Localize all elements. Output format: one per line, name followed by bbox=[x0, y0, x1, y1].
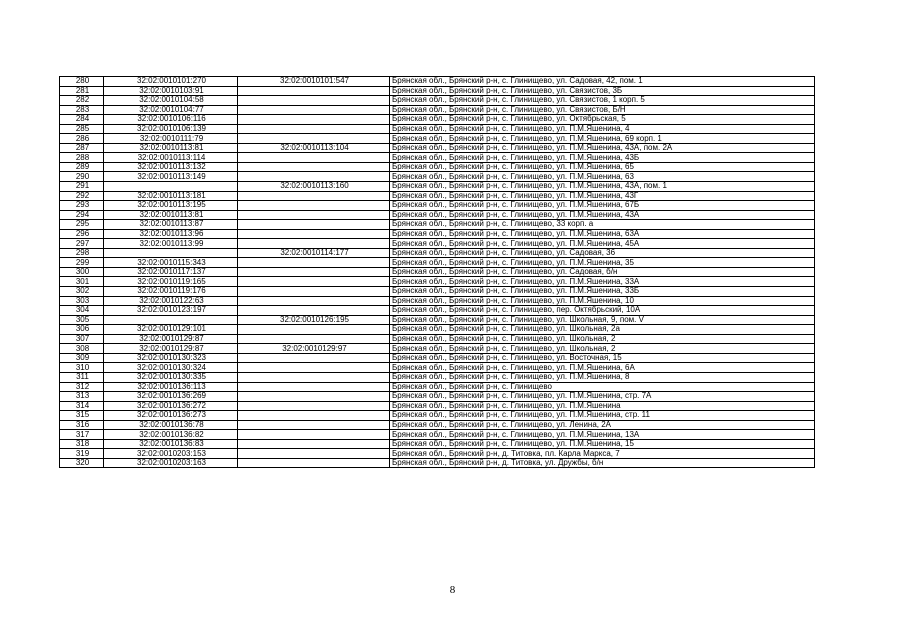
address-cell: Брянская обл., Брянский р-н, с. Глинищево, ул. П.М.Яшенина, 15 bbox=[390, 439, 815, 449]
address-cell: Брянская обл., Брянский р-н, с. Глинищево, ул. П.М.Яшенина, 43А, пом. 1 bbox=[390, 182, 815, 192]
row-number-cell: 286 bbox=[60, 134, 104, 144]
cadastral-number-cell: 32:02:0010113:195 bbox=[104, 201, 238, 211]
parent-cadastral-number-cell bbox=[238, 86, 390, 96]
cadastral-number-cell: 32:02:0010104:58 bbox=[104, 96, 238, 106]
row-number-cell: 290 bbox=[60, 172, 104, 182]
table-row bbox=[60, 248, 815, 258]
table-row bbox=[60, 449, 815, 459]
row-number-cell: 284 bbox=[60, 115, 104, 125]
cadastral-number-cell bbox=[104, 315, 238, 325]
parent-cadastral-number-cell bbox=[238, 334, 390, 344]
parent-cadastral-number-cell bbox=[238, 382, 390, 392]
address-cell: Брянская обл., Брянский р-н, с. Глинищево, ул. П.М.Яшенина, 43А bbox=[390, 210, 815, 220]
cadastral-number-cell: 32:02:0010119:176 bbox=[104, 287, 238, 297]
cadastral-number-cell bbox=[104, 248, 238, 258]
parent-cadastral-number-cell: 32:02:0010113:160 bbox=[238, 182, 390, 192]
address-cell: Брянская обл., Брянский р-н, с. Глинищево, ул. П.М.Яшенина, 13А bbox=[390, 430, 815, 440]
row-number-cell: 281 bbox=[60, 86, 104, 96]
parent-cadastral-number-cell bbox=[238, 172, 390, 182]
table-row bbox=[60, 306, 815, 316]
cadastral-number-cell: 32:02:0010111:79 bbox=[104, 134, 238, 144]
row-number-cell: 283 bbox=[60, 105, 104, 115]
table-row bbox=[60, 277, 815, 287]
cadastral-number-cell: 32:02:0010113:96 bbox=[104, 229, 238, 239]
address-cell: Брянская обл., Брянский р-н, с. Глинищево, ул. Школьная, 2 bbox=[390, 344, 815, 354]
address-cell: Брянская обл., Брянский р-н, с. Глинищево, ул. П.М.Яшенина, 63А bbox=[390, 229, 815, 239]
address-cell: Брянская обл., Брянский р-н, с. Глинищево, ул. П.М.Яшенина, 8 bbox=[390, 372, 815, 382]
cadastral-number-cell: 32:02:0010130:323 bbox=[104, 353, 238, 363]
table-row bbox=[60, 182, 815, 192]
row-number-cell: 318 bbox=[60, 439, 104, 449]
address-cell: Брянская обл., Брянский р-н, с. Глинищево, 33 корп. а bbox=[390, 220, 815, 230]
cadastral-number-cell: 32:02:0010130:335 bbox=[104, 372, 238, 382]
parent-cadastral-number-cell: 32:02:0010101:547 bbox=[238, 77, 390, 87]
address-cell: Брянская обл., Брянский р-н, с. Глинищево, ул. П.М.Яшенина, 33Б bbox=[390, 287, 815, 297]
table-row bbox=[60, 353, 815, 363]
row-number-cell: 316 bbox=[60, 420, 104, 430]
row-number-cell: 300 bbox=[60, 267, 104, 277]
row-number-cell: 302 bbox=[60, 287, 104, 297]
row-number-cell: 306 bbox=[60, 325, 104, 335]
table-row bbox=[60, 334, 815, 344]
table-row bbox=[60, 420, 815, 430]
parent-cadastral-number-cell bbox=[238, 420, 390, 430]
row-number-cell: 292 bbox=[60, 191, 104, 201]
cadastral-number-cell: 32:02:0010203:163 bbox=[104, 458, 238, 468]
address-cell: Брянская обл., Брянский р-н, с. Глинищево, ул. Садовая, 36 bbox=[390, 248, 815, 258]
parent-cadastral-number-cell bbox=[238, 392, 390, 402]
table-row bbox=[60, 315, 815, 325]
row-number-cell: 310 bbox=[60, 363, 104, 373]
parent-cadastral-number-cell bbox=[238, 306, 390, 316]
address-cell: Брянская обл., Брянский р-н, с. Глинищево, ул. П.М.Яшенина, стр. 7А bbox=[390, 392, 815, 402]
table-row bbox=[60, 115, 815, 125]
parent-cadastral-number-cell: 32:02:0010126:195 bbox=[238, 315, 390, 325]
cadastral-number-cell: 32:02:0010113:99 bbox=[104, 239, 238, 249]
row-number-cell: 317 bbox=[60, 430, 104, 440]
address-cell: Брянская обл., Брянский р-н, с. Глинищево, ул. Школьная, 2 bbox=[390, 334, 815, 344]
parent-cadastral-number-cell bbox=[238, 267, 390, 277]
parent-cadastral-number-cell bbox=[238, 458, 390, 468]
table-row bbox=[60, 153, 815, 163]
cadastral-number-cell: 32:02:0010136:83 bbox=[104, 439, 238, 449]
row-number-cell: 291 bbox=[60, 182, 104, 192]
cadastral-number-cell: 32:02:0010113:81 bbox=[104, 143, 238, 153]
address-cell: Брянская обл., Брянский р-н, с. Глинищево, ул. Садовая, 42, пом. 1 bbox=[390, 77, 815, 87]
cadastral-number-cell: 32:02:0010136:272 bbox=[104, 401, 238, 411]
cadastral-table bbox=[59, 76, 815, 468]
parent-cadastral-number-cell bbox=[238, 430, 390, 440]
table-row bbox=[60, 258, 815, 268]
row-number-cell: 319 bbox=[60, 449, 104, 459]
address-cell: Брянская обл., Брянский р-н, с. Глинищево, ул. П.М.Яшенина, стр. 11 bbox=[390, 411, 815, 421]
row-number-cell: 304 bbox=[60, 306, 104, 316]
cadastral-number-cell: 32:02:0010104:77 bbox=[104, 105, 238, 115]
parent-cadastral-number-cell bbox=[238, 96, 390, 106]
row-number-cell: 294 bbox=[60, 210, 104, 220]
cadastral-number-cell: 32:02:0010129:87 bbox=[104, 344, 238, 354]
address-cell: Брянская обл., Брянский р-н, с. Глинищево, ул. П.М.Яшенина, 6А bbox=[390, 363, 815, 373]
row-number-cell: 287 bbox=[60, 143, 104, 153]
table-row bbox=[60, 325, 815, 335]
cadastral-number-cell: 32:02:0010113:149 bbox=[104, 172, 238, 182]
cadastral-table-body bbox=[60, 77, 815, 468]
row-number-cell: 308 bbox=[60, 344, 104, 354]
parent-cadastral-number-cell: 32:02:0010114:177 bbox=[238, 248, 390, 258]
parent-cadastral-number-cell bbox=[238, 210, 390, 220]
table-row bbox=[60, 430, 815, 440]
address-cell: Брянская обл., Брянский р-н, с. Глинищево, ул. Ленина, 2А bbox=[390, 420, 815, 430]
cadastral-number-cell: 32:02:0010115:343 bbox=[104, 258, 238, 268]
cadastral-number-cell: 32:02:0010113:81 bbox=[104, 210, 238, 220]
row-number-cell: 307 bbox=[60, 334, 104, 344]
row-number-cell: 297 bbox=[60, 239, 104, 249]
row-number-cell: 309 bbox=[60, 353, 104, 363]
address-cell: Брянская обл., Брянский р-н, с. Глинищево, ул. П.М.Яшенина, 63 bbox=[390, 172, 815, 182]
page-number: 8 bbox=[449, 584, 456, 596]
parent-cadastral-number-cell bbox=[238, 115, 390, 125]
table-row bbox=[60, 392, 815, 402]
parent-cadastral-number-cell bbox=[238, 363, 390, 373]
cadastral-number-cell: 32:02:0010130:324 bbox=[104, 363, 238, 373]
address-cell: Брянская обл., Брянский р-н, с. Глинищево, ул. Связистов, Б/Н bbox=[390, 105, 815, 115]
parent-cadastral-number-cell bbox=[238, 162, 390, 172]
cadastral-number-cell: 32:02:0010136:269 bbox=[104, 392, 238, 402]
row-number-cell: 282 bbox=[60, 96, 104, 106]
parent-cadastral-number-cell bbox=[238, 105, 390, 115]
table-row bbox=[60, 210, 815, 220]
table-row bbox=[60, 77, 815, 87]
parent-cadastral-number-cell bbox=[238, 277, 390, 287]
cadastral-number-cell: 32:02:0010101:270 bbox=[104, 77, 238, 87]
parent-cadastral-number-cell bbox=[238, 124, 390, 134]
table-row bbox=[60, 372, 815, 382]
table-row bbox=[60, 229, 815, 239]
row-number-cell: 303 bbox=[60, 296, 104, 306]
table-row bbox=[60, 382, 815, 392]
parent-cadastral-number-cell bbox=[238, 258, 390, 268]
row-number-cell: 295 bbox=[60, 220, 104, 230]
row-number-cell: 314 bbox=[60, 401, 104, 411]
row-number-cell: 293 bbox=[60, 201, 104, 211]
table-row bbox=[60, 296, 815, 306]
parent-cadastral-number-cell bbox=[238, 353, 390, 363]
cadastral-number-cell: 32:02:0010136:78 bbox=[104, 420, 238, 430]
cadastral-number-cell: 32:02:0010129:87 bbox=[104, 334, 238, 344]
address-cell: Брянская обл., Брянский р-н, с. Глинищево, ул. П.М.Яшенина, 65 bbox=[390, 162, 815, 172]
row-number-cell: 288 bbox=[60, 153, 104, 163]
parent-cadastral-number-cell: 32:02:0010113:104 bbox=[238, 143, 390, 153]
table-row bbox=[60, 124, 815, 134]
address-cell: Брянская обл., Брянский р-н, с. Глинищево bbox=[390, 382, 815, 392]
row-number-cell: 280 bbox=[60, 77, 104, 87]
address-cell: Брянская обл., Брянский р-н, с. Глинищево, ул. Восточная, 15 bbox=[390, 353, 815, 363]
cadastral-number-cell: 32:02:0010203:153 bbox=[104, 449, 238, 459]
parent-cadastral-number-cell bbox=[238, 134, 390, 144]
table-row bbox=[60, 105, 815, 115]
parent-cadastral-number-cell bbox=[238, 153, 390, 163]
parent-cadastral-number-cell bbox=[238, 411, 390, 421]
parent-cadastral-number-cell bbox=[238, 239, 390, 249]
cadastral-number-cell: 32:02:0010113:114 bbox=[104, 153, 238, 163]
address-cell: Брянская обл., Брянский р-н, с. Глинищево, ул. Связистов, 3Б bbox=[390, 86, 815, 96]
table-row bbox=[60, 411, 815, 421]
cadastral-number-cell bbox=[104, 182, 238, 192]
table-row bbox=[60, 401, 815, 411]
row-number-cell: 296 bbox=[60, 229, 104, 239]
parent-cadastral-number-cell bbox=[238, 439, 390, 449]
address-cell: Брянская обл., Брянский р-н, с. Глинищево, ул. П.М.Яшенина, 35 bbox=[390, 258, 815, 268]
cadastral-number-cell: 32:02:0010113:87 bbox=[104, 220, 238, 230]
address-cell: Брянская обл., Брянский р-н, с. Глинищево, ул. П.М.Яшенина bbox=[390, 401, 815, 411]
parent-cadastral-number-cell: 32:02:0010129:97 bbox=[238, 344, 390, 354]
table-row bbox=[60, 439, 815, 449]
address-cell: Брянская обл., Брянский р-н, с. Глинищево, ул. Связистов, 1 корп. 5 bbox=[390, 96, 815, 106]
cadastral-number-cell: 32:02:0010106:139 bbox=[104, 124, 238, 134]
address-cell: Брянская обл., Брянский р-н, с. Глинищево, ул. П.М.Яшенина, 43Б bbox=[390, 153, 815, 163]
row-number-cell: 299 bbox=[60, 258, 104, 268]
cadastral-number-cell: 32:02:0010122:63 bbox=[104, 296, 238, 306]
table-row bbox=[60, 86, 815, 96]
table-row bbox=[60, 191, 815, 201]
table-row bbox=[60, 143, 815, 153]
cadastral-number-cell: 32:02:0010136:273 bbox=[104, 411, 238, 421]
address-cell: Брянская обл., Брянский р-н, с. Глинищево, ул. П.М.Яшенина, 69 корп. 1 bbox=[390, 134, 815, 144]
parent-cadastral-number-cell bbox=[238, 229, 390, 239]
address-cell: Брянская обл., Брянский р-н, с. Глинищево, ул. Октябрьская, 5 bbox=[390, 115, 815, 125]
address-cell: Брянская обл., Брянский р-н, с. Глинищево, ул. П.М.Яшенина, 43А, пом. 2А bbox=[390, 143, 815, 153]
address-cell: Брянская обл., Брянский р-н, с. Глинищево, ул. П.М.Яшенина, 10 bbox=[390, 296, 815, 306]
row-number-cell: 298 bbox=[60, 248, 104, 258]
table-row bbox=[60, 458, 815, 468]
cadastral-number-cell: 32:02:0010113:181 bbox=[104, 191, 238, 201]
cadastral-number-cell: 32:02:0010117:137 bbox=[104, 267, 238, 277]
table-row bbox=[60, 201, 815, 211]
table-row bbox=[60, 363, 815, 373]
cadastral-number-cell: 32:02:0010123:197 bbox=[104, 306, 238, 316]
address-cell: Брянская обл., Брянский р-н, с. Глинищево, ул. П.М.Яшенина, 33А bbox=[390, 277, 815, 287]
address-cell: Брянская обл., Брянский р-н, с. Глинищево, пер. Октябрьский, 10А bbox=[390, 306, 815, 316]
row-number-cell: 312 bbox=[60, 382, 104, 392]
parent-cadastral-number-cell bbox=[238, 191, 390, 201]
table-row bbox=[60, 287, 815, 297]
parent-cadastral-number-cell bbox=[238, 401, 390, 411]
row-number-cell: 289 bbox=[60, 162, 104, 172]
row-number-cell: 301 bbox=[60, 277, 104, 287]
cadastral-number-cell: 32:02:0010103:91 bbox=[104, 86, 238, 96]
parent-cadastral-number-cell bbox=[238, 220, 390, 230]
address-cell: Брянская обл., Брянский р-н, с. Глинищево, ул. П.М.Яшенина, 43Г bbox=[390, 191, 815, 201]
table-row bbox=[60, 344, 815, 354]
address-cell: Брянская обл., Брянский р-н, с. Глинищево, ул. Садовая, б/н bbox=[390, 267, 815, 277]
address-cell: Брянская обл., Брянский р-н, с. Глинищево, ул. Школьная, 9, пом. V bbox=[390, 315, 815, 325]
row-number-cell: 305 bbox=[60, 315, 104, 325]
parent-cadastral-number-cell bbox=[238, 372, 390, 382]
address-cell: Брянская обл., Брянский р-н, с. Глинищево, ул. П.М.Яшенина, 67Б bbox=[390, 201, 815, 211]
cadastral-number-cell: 32:02:0010129:101 bbox=[104, 325, 238, 335]
cadastral-number-cell: 32:02:0010113:132 bbox=[104, 162, 238, 172]
parent-cadastral-number-cell bbox=[238, 287, 390, 297]
address-cell: Брянская обл., Брянский р-н, с. Глинищево, ул. П.М.Яшенина, 45А bbox=[390, 239, 815, 249]
cadastral-number-cell: 32:02:0010119:165 bbox=[104, 277, 238, 287]
table-row bbox=[60, 172, 815, 182]
table-row bbox=[60, 220, 815, 230]
table-row bbox=[60, 239, 815, 249]
row-number-cell: 320 bbox=[60, 458, 104, 468]
parent-cadastral-number-cell bbox=[238, 449, 390, 459]
parent-cadastral-number-cell bbox=[238, 201, 390, 211]
cadastral-number-cell: 32:02:0010136:113 bbox=[104, 382, 238, 392]
parent-cadastral-number-cell bbox=[238, 296, 390, 306]
row-number-cell: 313 bbox=[60, 392, 104, 402]
parent-cadastral-number-cell bbox=[238, 325, 390, 335]
address-cell: Брянская обл., Брянский р-н, д. Титовка, пл. Карла Маркса, 7 bbox=[390, 449, 815, 459]
table-row bbox=[60, 96, 815, 106]
row-number-cell: 311 bbox=[60, 372, 104, 382]
address-cell: Брянская обл., Брянский р-н, с. Глинищево, ул. П.М.Яшенина, 4 bbox=[390, 124, 815, 134]
row-number-cell: 285 bbox=[60, 124, 104, 134]
table-row bbox=[60, 134, 815, 144]
address-cell: Брянская обл., Брянский р-н, д. Титовка, ул. Дружбы, б/н bbox=[390, 458, 815, 468]
cadastral-number-cell: 32:02:0010106:116 bbox=[104, 115, 238, 125]
cadastral-number-cell: 32:02:0010136:82 bbox=[104, 430, 238, 440]
table-row bbox=[60, 267, 815, 277]
row-number-cell: 315 bbox=[60, 411, 104, 421]
address-cell: Брянская обл., Брянский р-н, с. Глинищево, ул. Школьная, 2а bbox=[390, 325, 815, 335]
table-row bbox=[60, 162, 815, 172]
